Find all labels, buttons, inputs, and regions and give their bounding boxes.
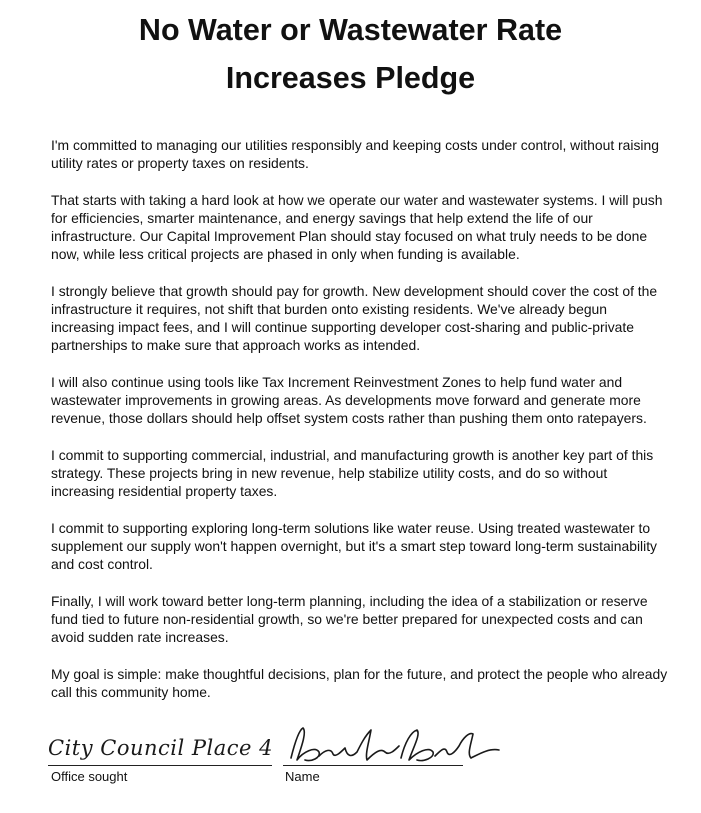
paragraph-1: I'm committed to managing our utilities responsibly and keeping costs under control, without raising utility rates or property taxes on residents. (51, 137, 659, 171)
paragraph-3: I strongly believe that growth should pay for growth. New development should cover the cost of the infrastructure it requires, not shift that burden onto existing residents. We've already begun increasing impact fees, and I will continue supporting developer cost-sharing and public-private partnerships to make sure that approach works as intended. (51, 283, 658, 353)
office-sought-line (48, 765, 272, 766)
paragraph-4: I will also continue using tools like Tax Increment Reinvestment Zones to help fund water and wastewater improvements in growing areas. As developments move forward and generate more revenue, those dollars should help offset system costs rather than pushing them onto ratepayers. (51, 374, 647, 426)
paragraph-7: Finally, I will work toward better long-term planning, including the idea of a stabilization or reserve fund tied to future non-residential growth, so we're better prepared for unexpected costs and can avoid sudden rate increases. (51, 593, 648, 645)
paragraph-6: I commit to supporting exploring long-term solutions like water reuse. Using treated wastewater to supplement our supply won't happen overnight, but it's a smart step toward long-term sustainability and cost control. (51, 520, 658, 572)
signature-block (0, 722, 701, 792)
title-line-1: No Water or Wastewater Rate (138, 13, 563, 47)
name-line (283, 765, 463, 766)
paragraph-2: That starts with taking a hard look at how we operate our water and wastewater systems. I will push for efficiencies, smarter maintenance, and energy savings that help extend the life of our infrastructure. Our Capital Improvement Plan should stay focused on what truly needs to be done now, while less critical projects are phased in only when funding is available. (51, 192, 663, 262)
paragraph-8: My goal is simple: make thoughtful decisions, plan for the future, and protect the people who already call this community home. (51, 666, 668, 700)
pledge-body (51, 136, 671, 720)
title-line-2: Increases Pledge (225, 61, 476, 95)
document-title (0, 6, 701, 102)
name-label: Name (285, 769, 320, 784)
paragraph-5: I commit to supporting commercial, industrial, and manufacturing growth is another key part of this strategy. These projects bring in new revenue, help stabilize utility costs, and do so without increasing residential property taxes. (51, 447, 654, 499)
office-sought-value: City Council Place 4 (48, 736, 273, 760)
office-sought-label: Office sought (51, 769, 128, 784)
